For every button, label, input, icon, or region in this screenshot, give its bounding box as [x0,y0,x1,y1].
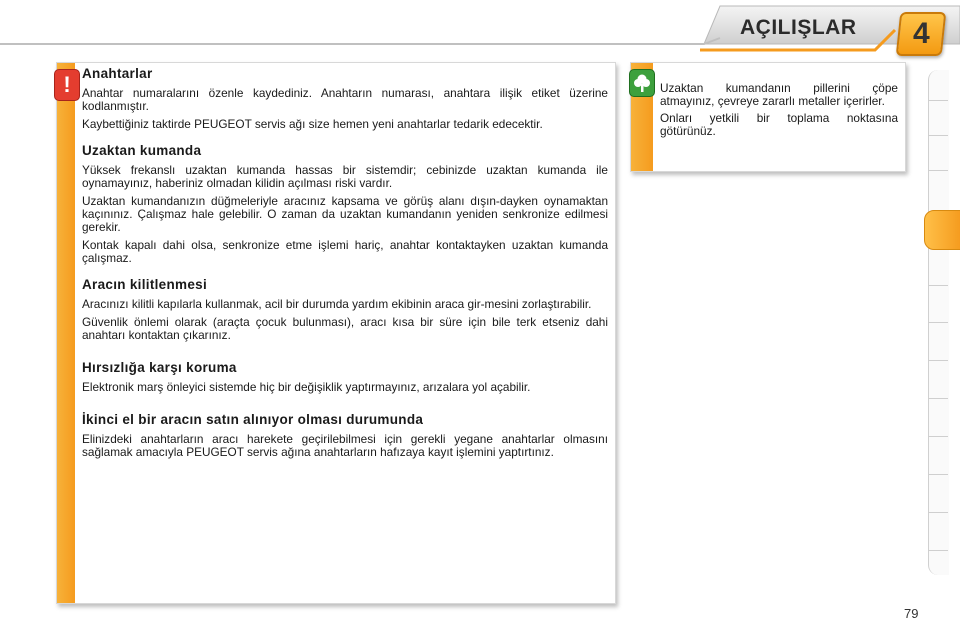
section-title: Uzaktan kumanda [82,143,202,158]
chapter-tab-divider [928,512,948,513]
warning-content [82,66,608,471]
eco-tree-icon [629,69,655,97]
chapter-title: AÇILIŞLAR [740,16,857,39]
paragraph: Yüksek frekanslı uzaktan kumanda hassas bir sistemdir; cebinizde uzaktan kumanda ile oynamayınız, haberiniz olmadan kilidin açılması riski vardır. [82,163,608,190]
paragraph: Uzaktan kumandanın pillerini çöpe atmayınız, çevreye zararlı metaller içerirler. [660,81,898,108]
chapter-tab-active [924,210,960,250]
section-title: Anahtarlar [82,66,153,81]
chapter-number: 4 [912,17,930,50]
chapter-tab-divider [928,474,948,475]
paragraph: Kaybettiğiniz taktirde PEUGEOT servis ağı size hemen yeni anahtarlar tedarik edecektir. [82,117,543,131]
paragraph: Elinizdeki anahtarların aracı harekete geçirilebilmesi için gerekli yegane anahtarlar olmasını sağlamak amacıyla PEUGEOT servis ağına anahtarların hafızaya kayıt işlemini yaptırtınız. [82,432,608,459]
warning-box-stripe [57,63,75,603]
section-remote-control [82,143,608,265]
chapter-number-badge [896,12,947,56]
paragraph: Anahtar numaralarını özenle kaydediniz. Anahtarın numarası, anahtara ilişik etiket üzerine kodlanmıştır. [82,86,608,113]
chapter-tab-divider [928,170,948,171]
chapter-tab-divider [928,135,948,136]
section-title: İkinci el bir aracın satın alınıyor olması durumunda [82,412,424,427]
chapter-tab-divider [928,436,948,437]
paragraph: Kontak kapalı dahi olsa, senkronize etme işlemi hariç, anahtar kontaktayken uzaktan kumanda çalışmaz. [82,238,608,265]
paragraph: Uzaktan kumandanızın düğmeleriyle aracınız kapsama ve görüş alanı dışın-dayken oynamaktan kaçınınız. Çalışmaz hale gelebilir. O zaman da uzaktan kumandanın yeniden senkronize edilmesi gerekir. [82,194,608,234]
section-vehicle-locking [82,277,608,342]
paragraph: Aracınızı kilitli kapılarla kullanmak, acil bir durumda yardım ekibinin araca gir-mesini zorlaştırabilir. [82,297,592,311]
chapter-tab-divider [928,100,948,101]
paragraph: Elektronik marş önleyici sistemde hiç bir değişiklik yaptırmayınız, arızalara yol açabilir. [82,380,531,394]
chapter-tab-divider [928,285,948,286]
page-number: 79 [904,606,919,621]
section-second-hand [82,412,608,459]
paragraph: Güvenlik önlemi olarak (araçta çocuk bulunması), aracı kısa bir süre için bile terk etseniz dahi anahtarı kontaktan çıkarınız. [82,315,608,342]
section-title: Aracın kilitlenmesi [82,277,207,292]
paragraph: Onları yetkili bir toplama noktasına götürünüz. [660,111,898,138]
environment-content [660,82,898,142]
section-keys [82,66,608,131]
chapter-tab-divider [928,360,948,361]
section-anti-theft [82,360,608,394]
chapter-tab-divider [928,322,948,323]
chapter-tab-divider [928,398,948,399]
chapter-tab-divider [928,550,948,551]
section-title: Hırsızlığa karşı koruma [82,360,237,375]
warning-exclamation-icon: ! [54,69,80,101]
